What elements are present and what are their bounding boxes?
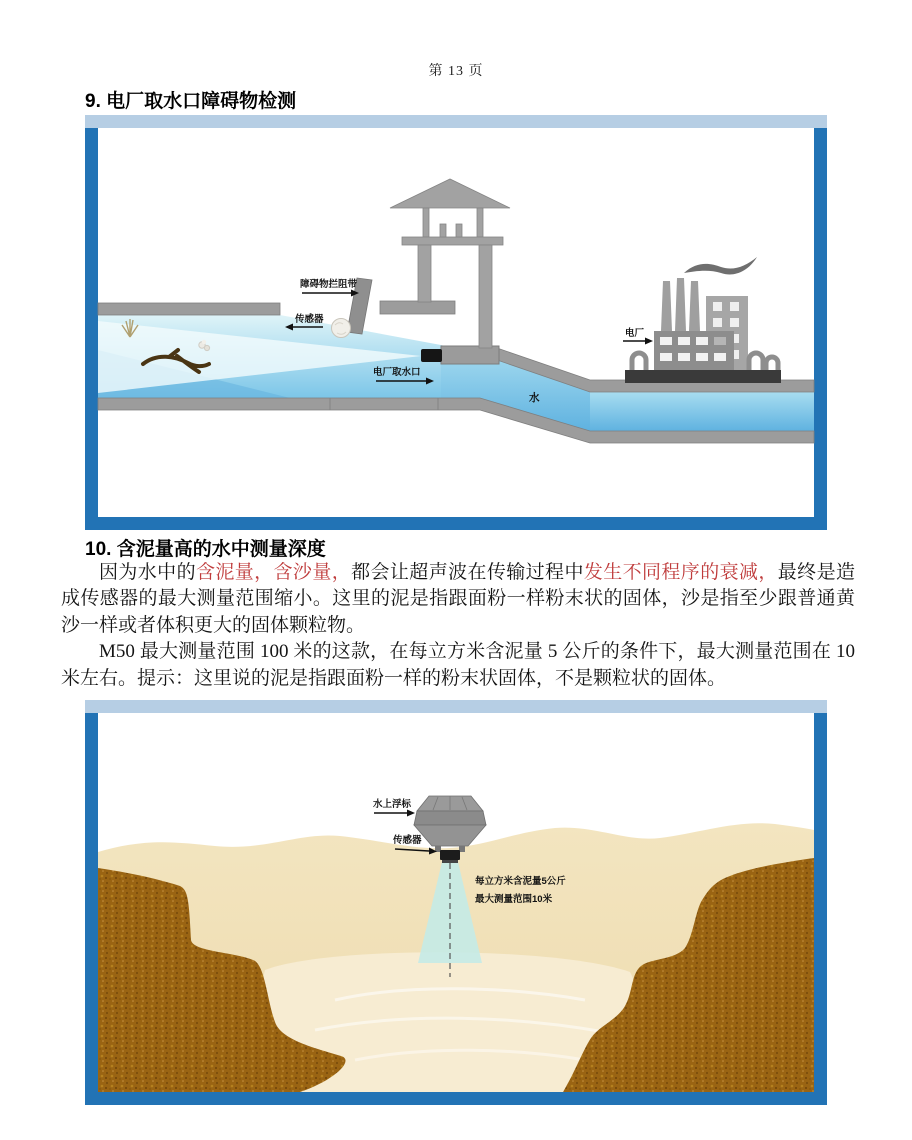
text-segment: 最终是造成传感器的最大测量范围缩小。这里的泥是指跟面粉一样粉末状的固体，沙是指至少跟普通黄沙一样或者体积更大的固体颗粒物。: [61, 562, 855, 636]
water-label: 水: [529, 392, 540, 404]
page-number: 第 13 页: [428, 64, 484, 79]
sensor-label: 传感器: [295, 314, 324, 325]
plant-label: 电厂: [625, 328, 645, 339]
mud-content-label: 每立方米含泥量5公斤: [475, 876, 566, 887]
barrier-label: 障碍物拦阻带: [300, 279, 358, 290]
paragraph-2: M50 最大测量范围 100 米的这款，在每立方米含泥量 5 公斤的条件下，最大测量范围在 10 米左右。提示：这里说的泥是指跟面粉一样的粉末状固体，不是颗粒状的固体。: [61, 641, 855, 689]
intake-label: 电厂取水口: [373, 367, 421, 378]
tower-leg-right: [479, 245, 492, 348]
text-segment: 都会让超声波在传输过程中: [351, 562, 584, 583]
sensor-label: 传感器: [393, 835, 422, 846]
tower-leg-left: [418, 245, 431, 302]
figure-intake-obstacle-diagram: [85, 115, 827, 530]
figure-buoy-mud-diagram: [85, 700, 827, 1105]
buoy-label: 水上浮标: [373, 799, 412, 810]
intake-diagram-svg: [85, 115, 827, 530]
max-range-label: 最大测量范围10米: [475, 894, 553, 905]
body-text: [61, 560, 855, 692]
section-9-heading: 9. 电厂取水口障碍物检测: [85, 91, 297, 112]
text-segment-red: 含泥量，含沙量，: [195, 562, 352, 583]
tower-platform: [402, 237, 503, 245]
paragraph-1: [61, 560, 855, 639]
text-segment-red: 发生不同程序的衰减，: [583, 562, 778, 583]
underwater-sensor: [440, 850, 460, 860]
factory-base: [625, 370, 781, 383]
section-10-heading: 10. 含泥量高的水中测量深度: [85, 539, 326, 560]
buoy-diagram-svg: [85, 700, 827, 1105]
sensor-nozzle: [421, 349, 442, 362]
text-segment: 因为水中的: [99, 562, 196, 583]
